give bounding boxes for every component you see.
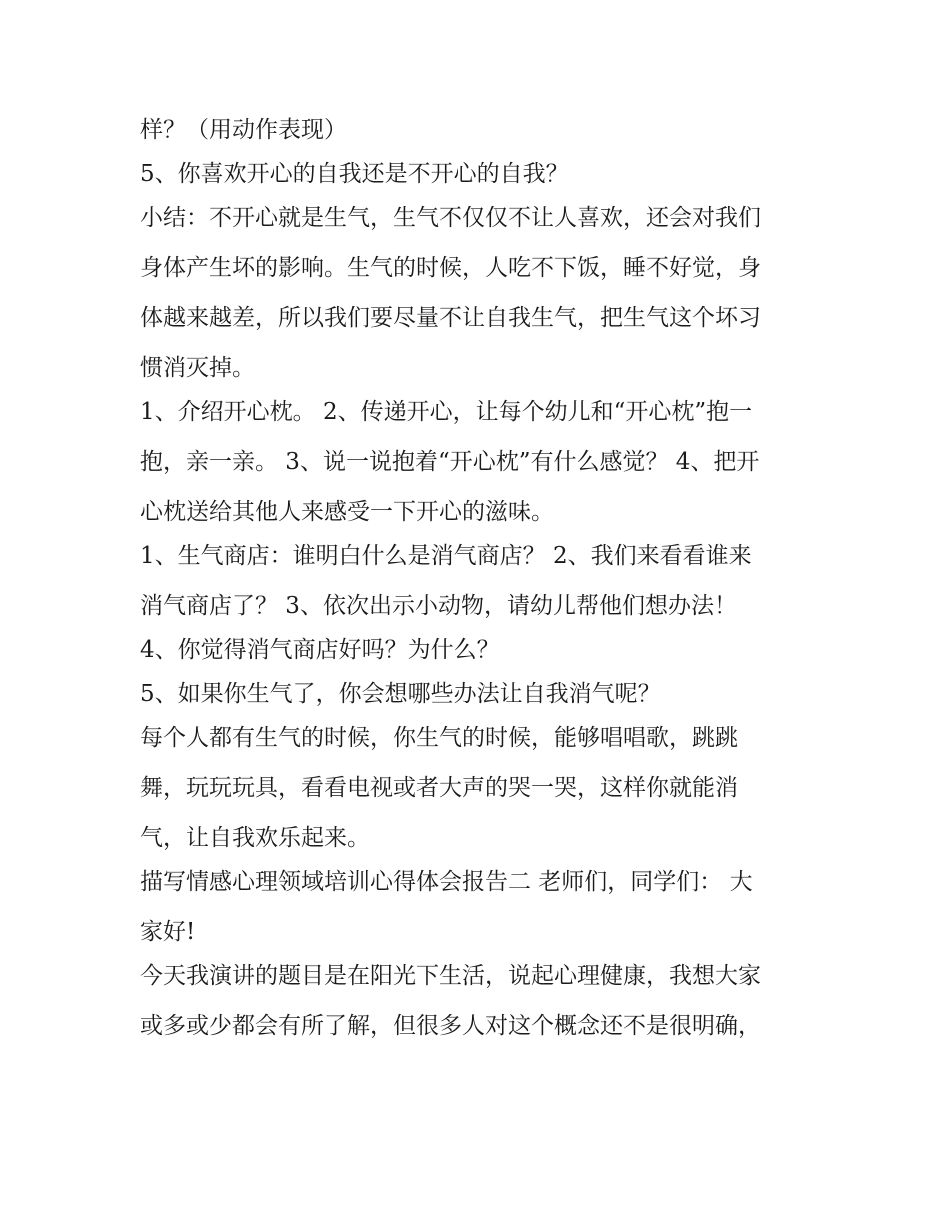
text-line: 1、介绍开心枕。 2、传递开心，让每个幼儿和“开心枕”抱一 bbox=[140, 399, 753, 425]
text-line: 每个人都有生气的时候，你生气的时候，能够唱唱歌，跳跳 bbox=[140, 725, 738, 751]
text-line: 小结：不开心就是生气，生气不仅仅不让人喜欢，还会对我们 bbox=[140, 205, 761, 231]
text-line: 消气商店了？ 3、依次出示小动物，请幼儿帮他们想办法！ bbox=[140, 593, 737, 619]
text-line: 抱，亲一亲。 3、说一说抱着“开心枕”有什么感觉？ 4、把开 bbox=[140, 449, 760, 475]
text-line: 5、如果你生气了，你会想哪些办法让自我消气呢？ bbox=[140, 681, 661, 707]
text-line: 描写情感心理领域培训心得体会报告二 老师们，同学们： 大 bbox=[140, 869, 753, 895]
text-line: 4、你觉得消气商店好吗？为什么？ bbox=[140, 637, 500, 663]
text-line: 或多或少都会有所了解，但很多人对这个概念还不是很明确， bbox=[140, 1013, 761, 1039]
text-line: 气，让自我欢乐起来。 bbox=[140, 825, 370, 851]
text-line: 1、生气商店：谁明白什么是消气商店？ 2、我们来看看谁来 bbox=[140, 543, 752, 569]
text-line: 体越来越差，所以我们要尽量不让自我生气，把生气这个坏习 bbox=[140, 305, 761, 331]
text-line: 家好! bbox=[140, 919, 196, 945]
document-body bbox=[140, 108, 830, 1048]
text-line: 心枕送给其他人来感受一下开心的滋味。 bbox=[140, 499, 554, 525]
text-line: 5、你喜欢开心的自我还是不开心的自我？ bbox=[140, 161, 569, 187]
text-line: 身体产生坏的影响。生气的时候，人吃不下饭，睡不好觉，身 bbox=[140, 255, 761, 281]
text-line: 今天我演讲的题目是在阳光下生活，说起心理健康，我想大家 bbox=[140, 963, 761, 989]
text-line: 舞，玩玩玩具，看看电视或者大声的哭一哭，这样你就能消 bbox=[140, 775, 738, 801]
text-line: 样？（用动作表现） bbox=[140, 117, 347, 143]
text-line: 惯消灭掉。 bbox=[140, 355, 255, 381]
